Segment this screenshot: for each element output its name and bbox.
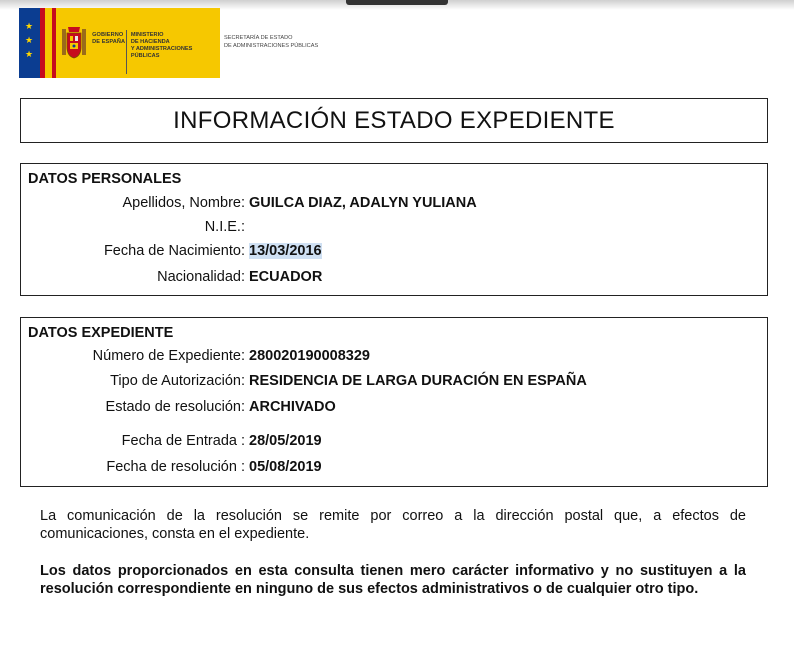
eu-star-icon: ★ — [25, 49, 34, 59]
field-row-case-number — [21, 348, 767, 368]
government-logo — [19, 8, 220, 78]
field-row-entry-date — [21, 433, 767, 453]
ministry-name — [131, 8, 220, 78]
field-label: Apellidos, Nombre: — [122, 195, 245, 211]
gov-line-2: DE ESPAÑA — [92, 39, 126, 45]
secretaria-line-1: SECRETARÍA DE ESTADO — [224, 35, 293, 41]
secretaria-name — [224, 34, 334, 50]
field-label: Estado de resolución: — [105, 399, 245, 415]
case-data-section — [20, 317, 768, 487]
coat-of-arms-icon — [56, 8, 92, 78]
field-value-selected[interactable]: 13/03/2016 — [249, 243, 322, 259]
personal-data-section — [20, 163, 768, 296]
field-value: ARCHIVADO — [249, 399, 336, 415]
field-value: ECUADOR — [249, 269, 323, 285]
field-value: 28/05/2019 — [249, 433, 322, 449]
ministry-line-1: MINISTERIO — [130, 32, 164, 38]
field-label: Fecha de resolución : — [106, 459, 245, 475]
field-value: RESIDENCIA DE LARGA DURACIÓN EN ESPAÑA — [249, 373, 587, 389]
field-label: Número de Expediente: — [92, 348, 245, 364]
field-label: N.I.E.: — [204, 219, 245, 235]
secretaria-line-2: DE ADMINISTRACIONES PÚBLICAS — [224, 43, 319, 49]
logo-divider — [126, 30, 127, 74]
section-heading: DATOS EXPEDIENTE — [28, 325, 174, 341]
field-row-nie — [21, 219, 767, 239]
field-row-resolution-status — [21, 399, 767, 419]
disclaimer-note: Los datos proporcionados en esta consulta tienen mero carácter informativo y no sustituyen a la resolución correspondiente en ninguno de sus efectos administrativos o de cualquier otro tipo. — [40, 563, 746, 597]
field-value: 280020190008329 — [249, 348, 370, 364]
communication-note: La comunicación de la resolución se remite por correo a la dirección postal que, a efectos de comunicaciones, consta en el expediente. — [40, 508, 746, 542]
field-row-resolution-date — [21, 459, 767, 479]
field-label: Fecha de Nacimiento: — [103, 243, 245, 259]
section-heading: DATOS PERSONALES — [28, 171, 182, 187]
viewer-top-tab — [346, 0, 448, 5]
spain-flag-yellow-stripe — [45, 8, 52, 78]
field-row-authorization-type — [21, 373, 767, 393]
eu-star-icon: ★ — [25, 21, 34, 31]
page-title-box — [20, 98, 768, 143]
ministry-line-3: Y ADMINISTRACIONES PÚBLICAS — [130, 46, 193, 59]
gov-line-1: GOBIERNO — [92, 32, 124, 38]
field-value: 05/08/2019 — [249, 459, 322, 475]
field-row-name — [21, 195, 767, 215]
eu-star-icon: ★ — [25, 35, 34, 45]
page-title: INFORMACIÓN ESTADO EXPEDIENTE — [173, 106, 615, 134]
eu-flag-strip — [19, 8, 40, 78]
field-label: Fecha de Entrada : — [121, 433, 245, 449]
field-label: Nacionalidad: — [157, 269, 245, 285]
ministry-line-2: DE HACIENDA — [130, 39, 170, 45]
field-value: GUILCA DIAZ, ADALYN YULIANA — [249, 195, 477, 211]
field-row-birthdate — [21, 243, 767, 263]
government-name — [92, 8, 126, 78]
field-label: Tipo de Autorización: — [110, 373, 245, 389]
field-row-nationality — [21, 269, 767, 289]
